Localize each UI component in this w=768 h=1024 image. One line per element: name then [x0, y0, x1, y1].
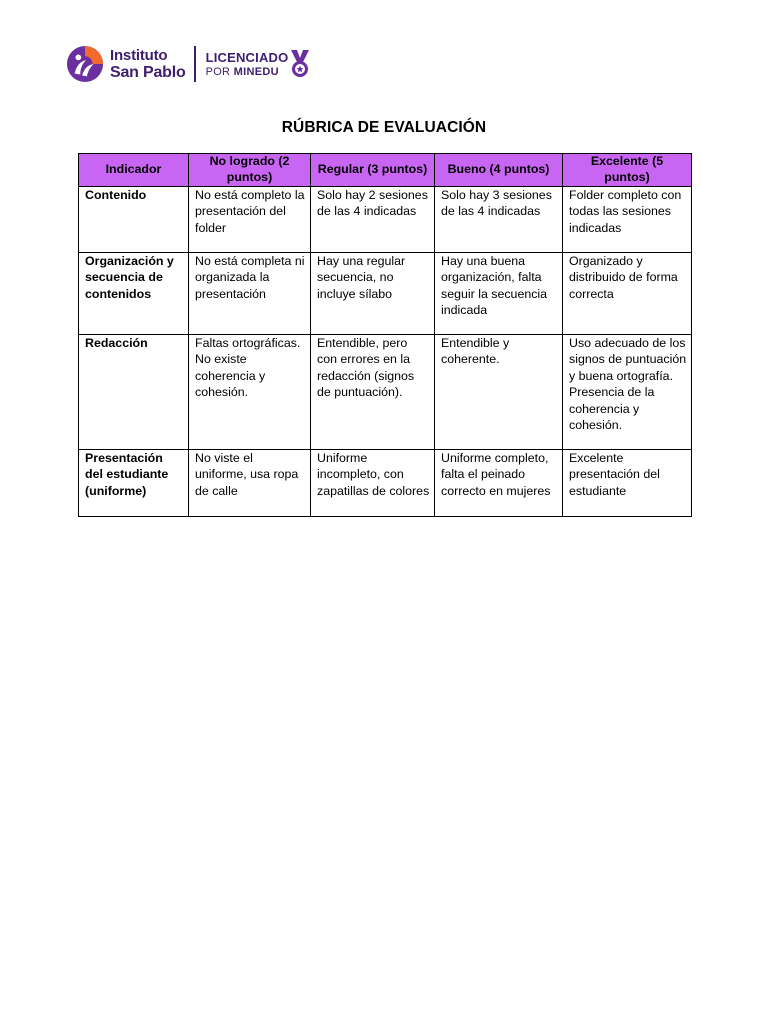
license-line-1: LICENCIADO [205, 49, 289, 65]
table-row [79, 253, 692, 335]
table-cell: No está completa ni organizada la presentación [189, 253, 311, 335]
table-cell: Uniforme completo, falta el peinado correcto en mujeres [435, 450, 563, 517]
brand-line-1: Instituto [110, 46, 168, 64]
medal-icon [290, 49, 310, 79]
column-header-bueno: Bueno (4 puntos) [435, 154, 563, 187]
page-header [66, 44, 310, 84]
table-cell: Entendible, pero con errores en la redacción (signos de puntuación). [311, 335, 435, 450]
table-cell: Entendible y coherente. [435, 335, 563, 450]
header-divider [194, 46, 196, 82]
table-cell: Uniforme incompleto, con zapatillas de colores [311, 450, 435, 517]
column-header-regular: Regular (3 puntos) [311, 154, 435, 187]
table-header-row [79, 154, 692, 187]
table-cell: Solo hay 2 sesiones de las 4 indicadas [311, 187, 435, 253]
table-cell: Hay una regular secuencia, no incluye sílabo [311, 253, 435, 335]
brand-line-2: San Pablo [110, 63, 186, 81]
indicator-cell: Organización y secuencia de contenidos [79, 253, 189, 335]
license-label [206, 51, 289, 78]
table-cell: Organizado y distribuido de forma correcta [563, 253, 692, 335]
document-title: RÚBRICA DE EVALUACIÓN [281, 119, 487, 136]
indicator-cell: Redacción [79, 335, 189, 450]
indicator-cell: Contenido [79, 187, 189, 253]
indicator-cell: Presentación del estudiante (uniforme) [79, 450, 189, 517]
column-header-indicator: Indicador [79, 154, 189, 187]
table-cell: Solo hay 3 sesiones de las 4 indicadas [435, 187, 563, 253]
table-cell: No viste el uniforme, usa ropa de calle [189, 450, 311, 517]
table-cell: Hay una buena organización, falta seguir la secuencia indicada [435, 253, 563, 335]
table-row [79, 450, 692, 517]
license-authority: MINEDU [233, 65, 279, 78]
table-cell: Faltas ortográficas. No existe coherencia y cohesión. [189, 335, 311, 450]
table-row [79, 335, 692, 450]
institute-logo-icon [66, 45, 104, 83]
table-cell: Uso adecuado de los signos de puntuación y buena ortografía. Presencia de la coherencia y cohesión. [563, 335, 692, 450]
license-line-2 [206, 67, 289, 78]
table-cell: No está completo la presentación del folder [189, 187, 311, 253]
column-header-no-logrado: No logrado (2 puntos) [189, 154, 311, 187]
rubric-table [78, 153, 692, 517]
brand-name [110, 48, 186, 81]
license-prefix: POR [205, 65, 234, 78]
column-header-excelente: Excelente (5 puntos) [563, 154, 692, 187]
table-cell: Folder completo con todas las sesiones indicadas [563, 187, 692, 253]
table-cell: Excelente presentación del estudiante [563, 450, 692, 517]
table-row [79, 187, 692, 253]
